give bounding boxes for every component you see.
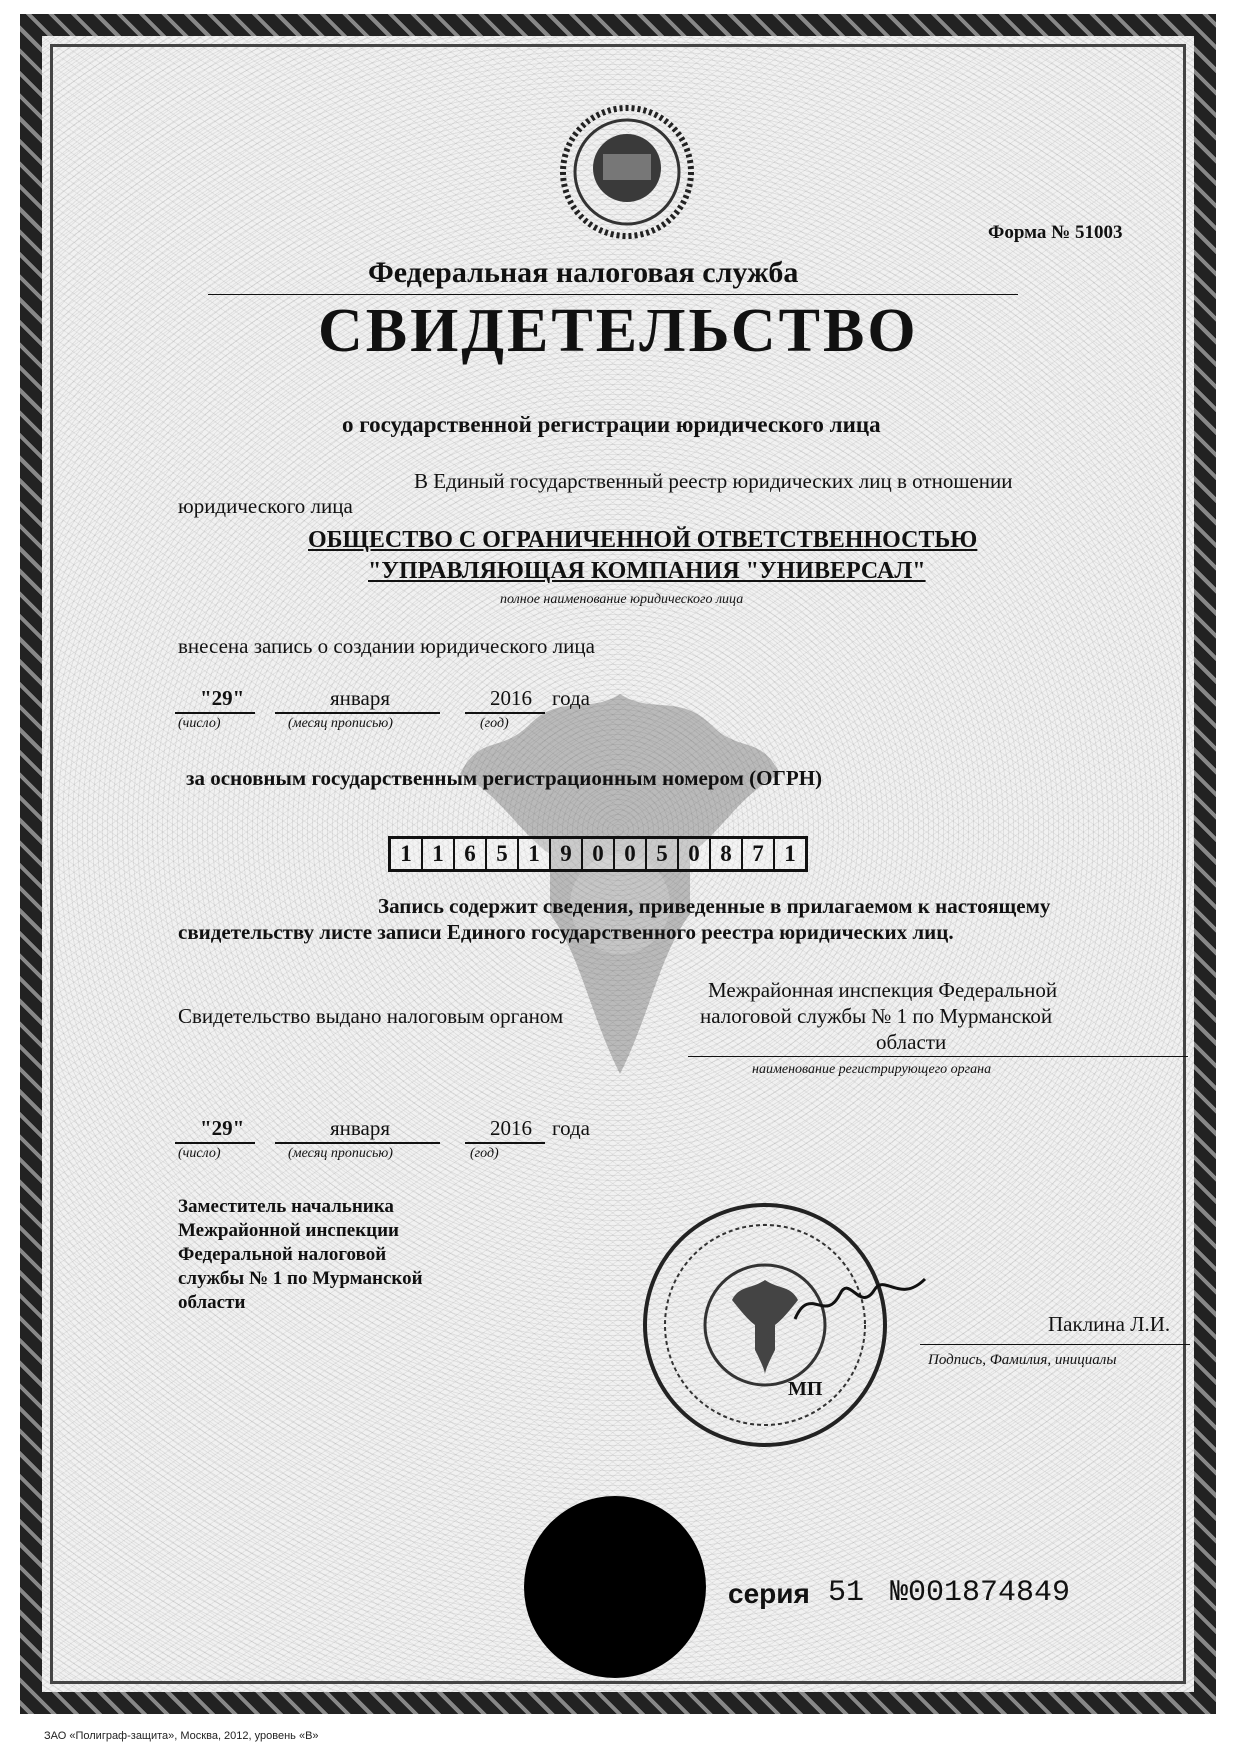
authority-line-3: области — [876, 1030, 947, 1054]
caption-year-2: (год) — [470, 1146, 499, 1161]
issued-by-label: Свидетельство выдано налоговым органом — [178, 1004, 564, 1028]
page-subtitle: о государственной регистрации юридического лица — [342, 412, 881, 437]
signer-position-line-2: Межрайонной инспекции — [178, 1220, 399, 1241]
signer-position-line-5: области — [178, 1292, 246, 1313]
redaction-mark — [524, 1496, 706, 1678]
ogrn-digit: 8 — [711, 839, 743, 869]
issue-date-year-line — [465, 1142, 545, 1144]
issue-date-day-line — [175, 1142, 255, 1144]
signer-name: Паклина Л.И. — [1048, 1312, 1171, 1336]
issue-date-month-line — [275, 1142, 440, 1144]
signature-underline — [920, 1344, 1190, 1345]
signature-scribble-icon — [790, 1264, 930, 1334]
record-info-line-1: Запись содержит сведения, приведенные в прилагаемом к настоящему — [378, 894, 1051, 918]
caption-year: (год) — [480, 716, 509, 731]
record-date-month-line — [275, 712, 440, 714]
signer-position-line-4: службы № 1 по Мурманской — [178, 1268, 423, 1289]
intro-line-2: юридического лица — [178, 494, 353, 518]
ogrn-digit: 0 — [615, 839, 647, 869]
authority-line-1: Межрайонная инспекция Федеральной — [708, 978, 1058, 1002]
authority-caption: наименование регистрирующего органа — [752, 1062, 992, 1077]
record-date-month: января — [330, 686, 391, 710]
ogrn-digit: 1 — [784, 841, 796, 866]
ogrn-number-box — [388, 836, 808, 872]
record-date-year-line — [465, 712, 545, 714]
fns-emblem-icon — [557, 102, 697, 242]
caption-month: (месяц прописью) — [288, 716, 393, 731]
authority-line-2: налоговой службы № 1 по Мурманской — [700, 1004, 1053, 1028]
entity-name-line-2: "УПРАВЛЯЮЩАЯ КОМПАНИЯ "УНИВЕРСАЛ" — [368, 558, 926, 584]
ogrn-digit: 9 — [551, 839, 583, 869]
record-date-suffix: года — [552, 686, 590, 710]
record-date-day: "29" — [200, 686, 245, 710]
series-value: 51 — [828, 1576, 865, 1610]
authority-underline — [688, 1056, 1188, 1057]
caption-day-2: (число) — [178, 1146, 221, 1161]
page-title: СВИДЕТЕЛЬСТВО — [318, 297, 919, 365]
record-created-label: внесена запись о создании юридического лица — [178, 634, 595, 658]
record-date-year: 2016 — [490, 686, 532, 710]
issue-date-suffix: года — [552, 1116, 590, 1140]
caption-month-2: (месяц прописью) — [288, 1146, 393, 1161]
ogrn-digit: 0 — [583, 839, 615, 869]
record-info-line-2: свидетельству листе записи Единого государственного реестра юридических лиц. — [178, 920, 954, 944]
ogrn-digit: 1 — [391, 839, 423, 869]
entity-name-caption: полное наименование юридического лица — [500, 592, 744, 607]
ogrn-digit: 6 — [455, 839, 487, 869]
ogrn-digit: 5 — [647, 839, 679, 869]
entity-name-line-1: ОБЩЕСТВО С ОГРАНИЧЕННОЙ ОТВЕТСТВЕННОСТЬЮ — [308, 527, 978, 553]
form-number: Форма № 51003 — [988, 222, 1123, 243]
ogrn-digit: 1 — [423, 839, 455, 869]
ogrn-digit: 7 — [743, 839, 775, 869]
stamp-mark: МП — [788, 1378, 823, 1400]
issue-date-day: "29" — [200, 1116, 245, 1140]
ogrn-digit: 0 — [679, 839, 711, 869]
issue-date-year: 2016 — [490, 1116, 532, 1140]
ogrn-digit: 1 — [519, 839, 551, 869]
record-date-day-line — [175, 712, 255, 714]
issuer-title: Федеральная налоговая служба — [368, 256, 799, 289]
ogrn-digit: 5 — [487, 839, 519, 869]
signature-caption: Подпись, Фамилия, инициалы — [928, 1352, 1117, 1368]
series-label: серия — [728, 1578, 810, 1609]
printer-note: ЗАО «Полиграф-защита», Москва, 2012, уровень «В» — [44, 1730, 319, 1742]
signer-position-line-3: Федеральной налоговой — [178, 1244, 387, 1265]
issuer-underline — [208, 294, 1018, 295]
ogrn-label: за основным государственным регистрационным номером (ОГРН) — [186, 766, 823, 790]
certificate-number: №001874849 — [890, 1576, 1071, 1610]
signer-position-line-1: Заместитель начальника — [178, 1196, 394, 1217]
certificate-sheet — [20, 14, 1216, 1714]
caption-day: (число) — [178, 716, 221, 731]
intro-line-1: В Единый государственный реестр юридических лиц в отношении — [414, 469, 1013, 493]
issue-date-month: января — [330, 1116, 391, 1140]
